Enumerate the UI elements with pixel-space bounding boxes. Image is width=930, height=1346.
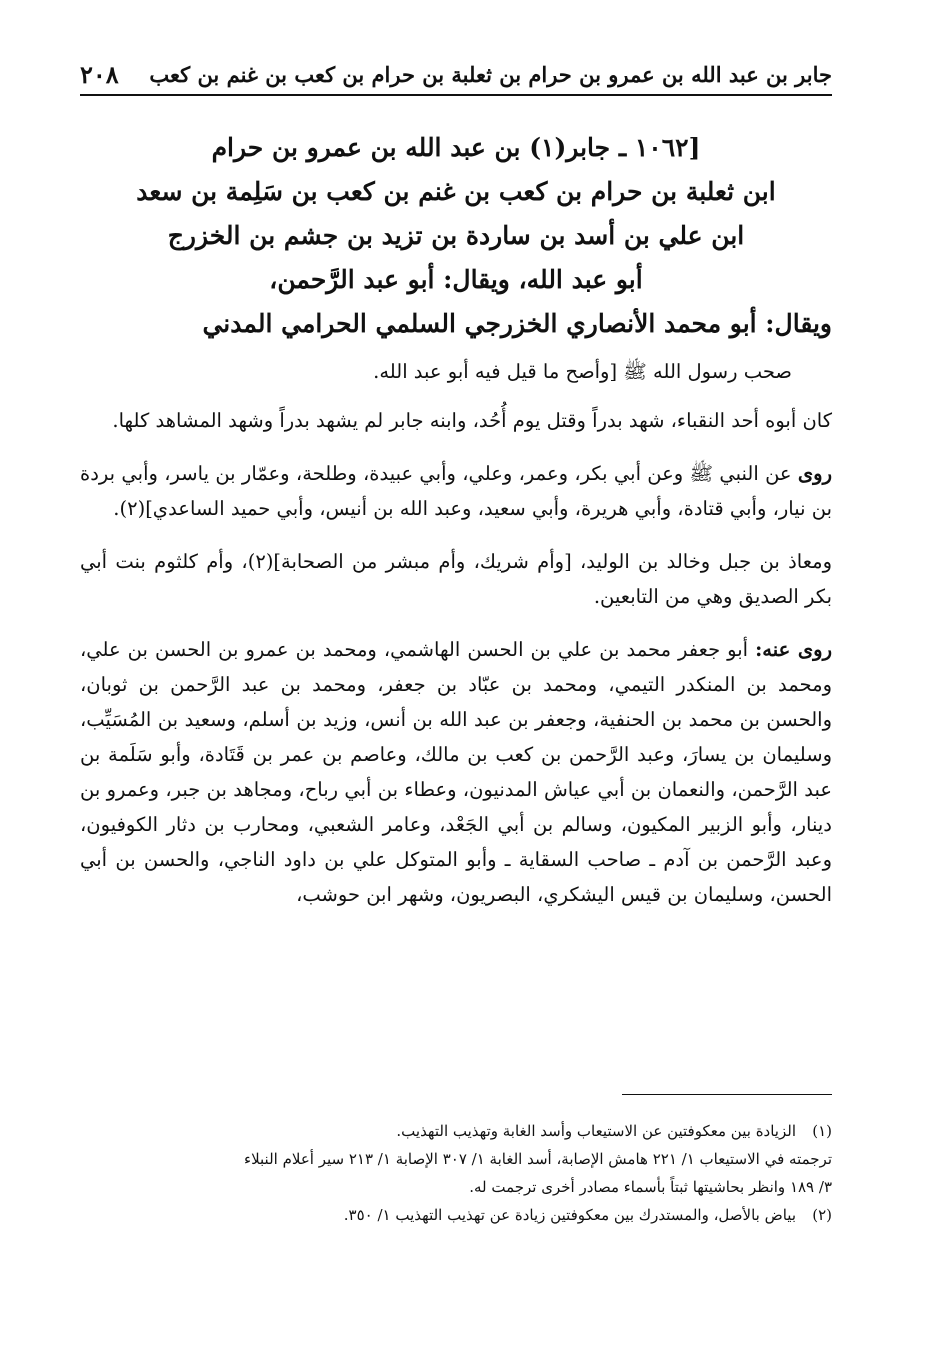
paragraph-other-narrators: ومعاذ بن جبل وخالد بن الوليد، [وأم شريك، وأم مبشر من الصحابة](٢)، وأم كلثوم بنت أبي بكر الصديق وهي من التابعين.	[80, 550, 832, 608]
footnote-1-continuation-1: ترجمته في الاستيعاب ١/ ٢٢١ هامش الإصابة، أسد الغابة ١/ ٣٠٧ الإصابة ١/ ٢١٣ سير أعلام النبلاء	[244, 1150, 832, 1168]
footnote-1-text: الزيادة بين معكوفتين عن الاستيعاب وأسد الغابة وتهذيب التهذيب.	[396, 1122, 796, 1140]
footnote-1	[80, 1117, 832, 1145]
title-line-1: [١٠٦٢ ـ جابر(١) بن عبد الله بن عمرو بن حرام	[211, 133, 701, 162]
narrated-from-label: روى	[797, 462, 832, 485]
narrated-by-text: أبو جعفر محمد بن علي بن الحسن الهاشمي، ومحمد بن عمرو بن الحسن بن علي، ومحمد بن المنكدر التيمي، ومحمد بن عبّاد بن جعفر، ومحمد بن عبد الرَّحمن بن ثوبان، والحسن بن محمد بن الحنفية، وجعفر بن عبد الله بن أنس، وزيد بن أسلم، وسعيد بن المُسَيِّب، وسليمان بن يسارَ، وعبد الرَّحمن بن كعب بن مالك، وعاصم بن عمر بن قَتَادة، وأبو سَلَمة بن عبد الرَّحمن، والنعمان بن أبي عياش المدنيون، وعطاء بن أبي رباح، ومجاهد بن جبر، وعمرو بن دينار، وأبو الزبير المكيون، وسالم بن أبي الجَعْد، وعامر الشعبي، ومحارب بن دثار الكوفيون، وعبد الرَّحمن بن آدم ـ صاحب السقاية ـ وأبو المتوكل علي بن داود الناجي، والحسن بن أبي الحسن، وسليمان بن قيس اليشكري، البصريون، وشهر ابن حوشب،	[80, 638, 832, 906]
footnotes	[80, 1094, 832, 1229]
footnote-1-continuation-2: ٣/ ١٨٩ وانظر بحاشيتها ثبتاً بأسماء مصادر أخرى ترجمت له.	[469, 1178, 832, 1196]
footnote-2-text: بياض بالأصل، والمستدرك بين معكوفتين زيادة عن تهذيب التهذيب ١/ ٣٥٠.	[343, 1206, 796, 1224]
paragraph-narrated-by	[80, 632, 832, 912]
footnote-list	[80, 1117, 832, 1229]
title-line-2: ابن ثعلبة بن حرام بن كعب بن غنم بن كعب بن سَلِمة بن سعد	[136, 177, 776, 206]
title-line-5: ويقال: أبو محمد الأنصاري الخزرجي السلمي الحرامي المدني	[202, 309, 832, 338]
title-line-4: أبو عبد الله، ويقال: أبو عبد الرَّحمن،	[269, 265, 643, 294]
running-title: جابر بن عبد الله بن عمرو بن حرام بن ثعلبة بن حرام بن كعب بن غنم بن كعب	[149, 62, 832, 87]
paragraph-narrated-from	[80, 456, 832, 526]
footnote-divider	[622, 1094, 832, 1095]
entry-body	[80, 354, 832, 912]
title-line-3: ابن علي بن أسد بن ساردة بن تزيد بن جشم بن الخزرج	[167, 221, 745, 250]
narrated-from-text: عن النبي ﷺ وعن أبي بكر، وعمر، وعلي، وأبي عبيدة، وطلحة، وعمّار بن ياسر، وأبي بردة بن نيار، وأبي قتادة، وأبي هريرة، وأبي سعيد، وعبد الله بن أنيس، وأبي حميد الساعدي](٢).	[80, 462, 832, 520]
footnote-2	[80, 1201, 832, 1229]
book-page	[80, 58, 832, 1298]
page-header	[80, 58, 832, 96]
footnote-1-number: (١)	[812, 1122, 832, 1140]
paragraph-companionship: صحب رسول الله ﷺ [وأصح ما قيل فيه أبو عبد الله.	[373, 360, 792, 383]
entry-title	[80, 126, 832, 346]
narrated-by-label: روى عنه:	[755, 638, 832, 661]
paragraph-father: كان أبوه أحد النقباء، شهد بدراً وقتل يوم أُحُد، وابنه جابر لم يشهد بدراً وشهد المشاهد كلها.	[112, 409, 832, 432]
page-number: ٢٠٨	[80, 60, 119, 89]
footnote-2-number: (٢)	[812, 1206, 832, 1224]
